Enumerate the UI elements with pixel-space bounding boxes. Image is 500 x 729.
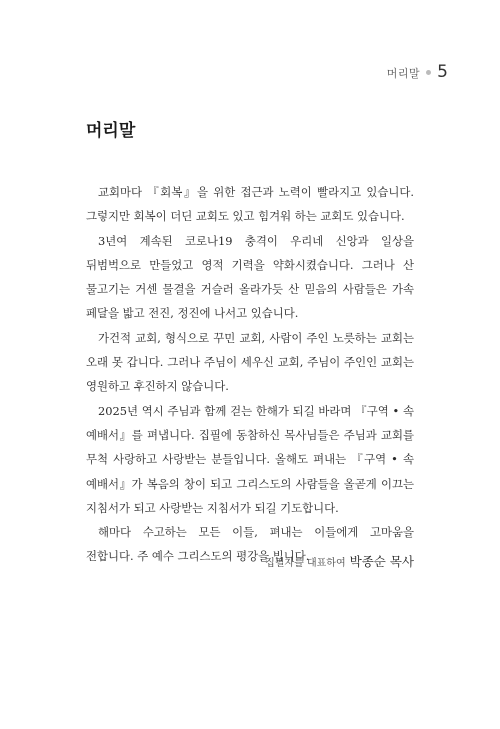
paragraph: 교회마다 『회복』을 위한 접근과 노력이 빨라지고 있습니다. 그렇지만 회복이 더딘 교회도 있고 힘겨워 하는 교회도 있습니다. (86, 185, 414, 224)
page-number: 5 (437, 62, 448, 82)
paragraph: 3년여 계속된 코로나19 충격이 우리네 신앙과 일상을 뒤범벅으로 만들었고 영적 기력을 약화시켰습니다. 그러나 산 물고기는 거센 물결을 거슬러 올라가듯 산 믿음의 사람들은 가속 페달을 밟고 전진, 정진에 나서고 있습니다. (86, 233, 414, 321)
signature (265, 552, 414, 570)
preface-body (86, 180, 414, 569)
running-title: 머리말 (386, 67, 421, 80)
page-title: 머리말 (86, 121, 136, 141)
running-header (387, 62, 448, 82)
paragraph: 2025년 역시 주님과 함께 걷는 한해가 되길 바라며 『구역 • 속 예배서』를 펴냅니다. 집필에 동참하신 목사님들은 주님과 교회를 무척 사랑하고 사랑받는 분들입니다. 올해도 펴내는 『구역 • 속 예배서』가 복음의 창이 되고 그리스도의 사람들을 올곧게 이끄는 지침서가 되고 사랑받는 지침서가 되길 기도합니다. (86, 403, 414, 515)
signature-name: 박종순 목사 (349, 554, 414, 569)
separator-dot (426, 70, 431, 75)
paragraph: 가건적 교회, 형식으로 꾸민 교회, 사람이 주인 노릇하는 교회는 오래 못 갑니다. 그러나 주님이 세우신 교회, 주님이 주인인 교회는 영원하고 후진하지 않습니다. (86, 330, 414, 394)
signature-prefix: 집필자를 대표하여 (265, 558, 346, 569)
paragraph: 해마다 수고하는 모든 이들, 펴내는 이들에게 고마움을 전합니다. 주 예수 그리스도의 평강을 빕니다. (86, 525, 414, 564)
